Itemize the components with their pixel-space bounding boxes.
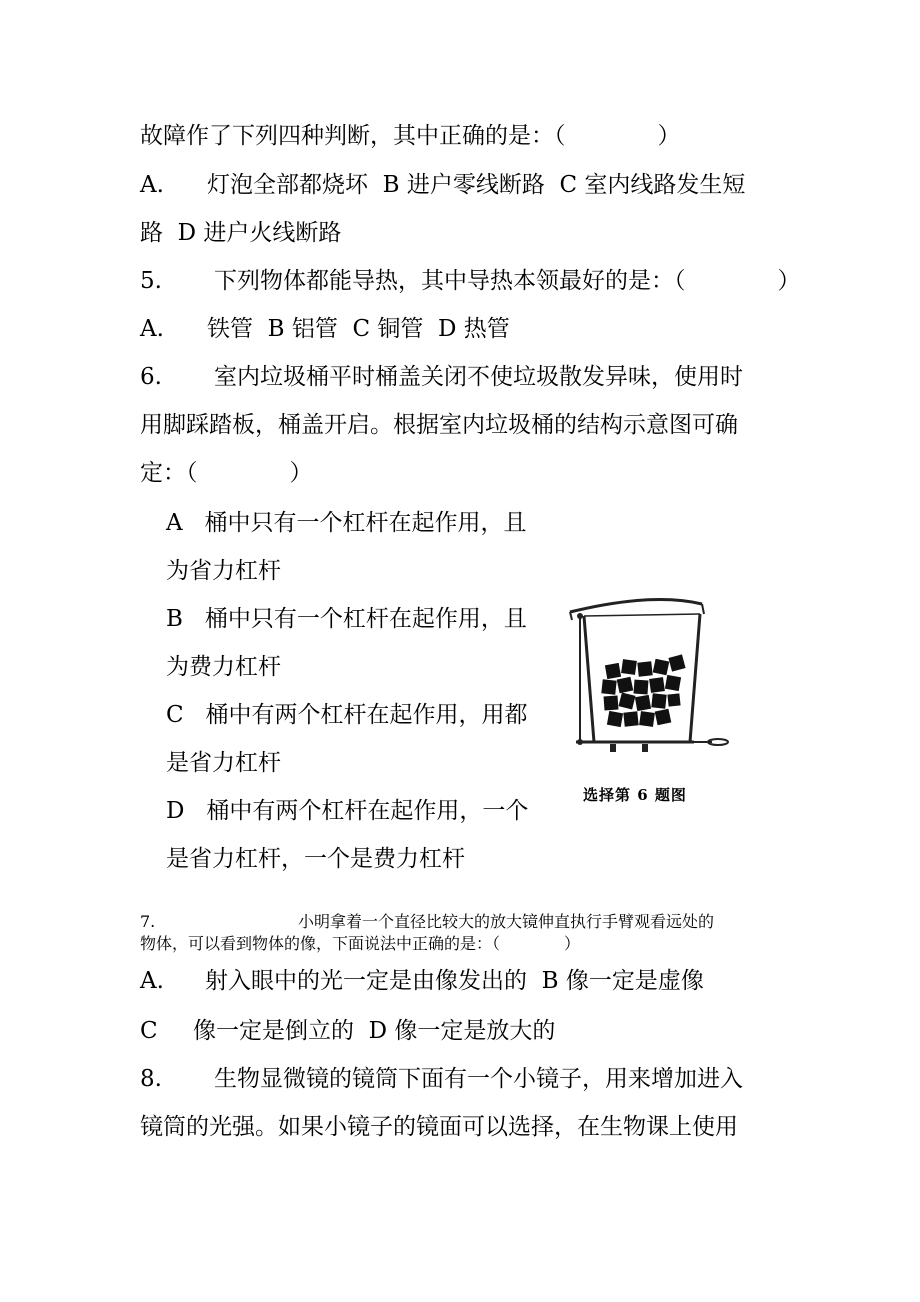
- q6-stem-line2: 用脚踩踏板，桶盖开启。根据室内垃圾桶的结构示意图可确: [140, 412, 738, 438]
- q5-number: 5.: [140, 268, 162, 294]
- q6-option-c-line1: C 桶中有两个杠杆在起作用，用都: [166, 702, 528, 728]
- q6-option-d-line1: D 桶中有两个杠杆在起作用，一个: [166, 798, 529, 824]
- q5-stem: 下列物体都能导热，其中导热本领最好的是：（ ）: [214, 268, 801, 294]
- q8-stem-line1: 生物显微镜的镜筒下面有一个小镜子，用来增加进入: [214, 1066, 743, 1092]
- q4-option-label: A.: [140, 172, 164, 198]
- trash-can-figure: [562, 590, 742, 815]
- q7-options-line2: 像一定是倒立的 D 像一定是放大的: [193, 1018, 556, 1044]
- q8-number: 8.: [140, 1066, 162, 1092]
- figure-caption: 选择第 6 题图: [583, 786, 687, 804]
- q7-option-label-a: A.: [140, 968, 164, 994]
- q7-stem-line2: 物体，可以看到物体的像，下面说法中正确的是：（ ）: [140, 934, 581, 953]
- q7-option-label-c: C: [140, 1018, 158, 1044]
- q6-option-b-line1: B 桶中只有一个杠杆在起作用，且: [166, 606, 527, 632]
- q5-option-label: A.: [140, 316, 164, 342]
- q6-option-a-line2: 为省力杠杆: [166, 558, 281, 584]
- q6-number: 6.: [140, 364, 162, 390]
- q8-stem-line2: 镜筒的光强。如果小镜子的镜面可以选择，在生物课上使用: [140, 1114, 738, 1140]
- q4-options-line1: 灯泡全部都烧坏 B 进户零线断路 C 室内线路发生短: [207, 172, 746, 198]
- q6-stem-line3: 定：（ ）: [140, 460, 313, 486]
- q6-option-b-line2: 为费力杠杆: [166, 654, 281, 680]
- q4-options-line2: 路 D 进户火线断路: [140, 220, 342, 246]
- q4-stem: 故障作了下列四种判断，其中正确的是：（ ）: [140, 123, 681, 149]
- q6-stem-line1: 室内垃圾桶平时桶盖关闭不使垃圾散发异味，使用时: [214, 364, 743, 390]
- q6-option-c-line2: 是省力杠杆: [166, 750, 281, 776]
- q7-stem-line1: 小明拿着一个直径比较大的放大镜伸直执行手臂观看远处的: [298, 912, 715, 931]
- q5-options: 铁管 B 铝管 C 铜管 D 热管: [207, 316, 510, 342]
- q6-option-a-line1: A 桶中只有一个杠杆在起作用，且: [166, 510, 527, 536]
- q6-option-d-line2: 是省力杠杆，一个是费力杠杆: [166, 846, 465, 872]
- q7-options-line1: 射入眼中的光一定是由像发出的 B 像一定是虚像: [205, 968, 704, 994]
- q7-number: 7.: [140, 912, 156, 931]
